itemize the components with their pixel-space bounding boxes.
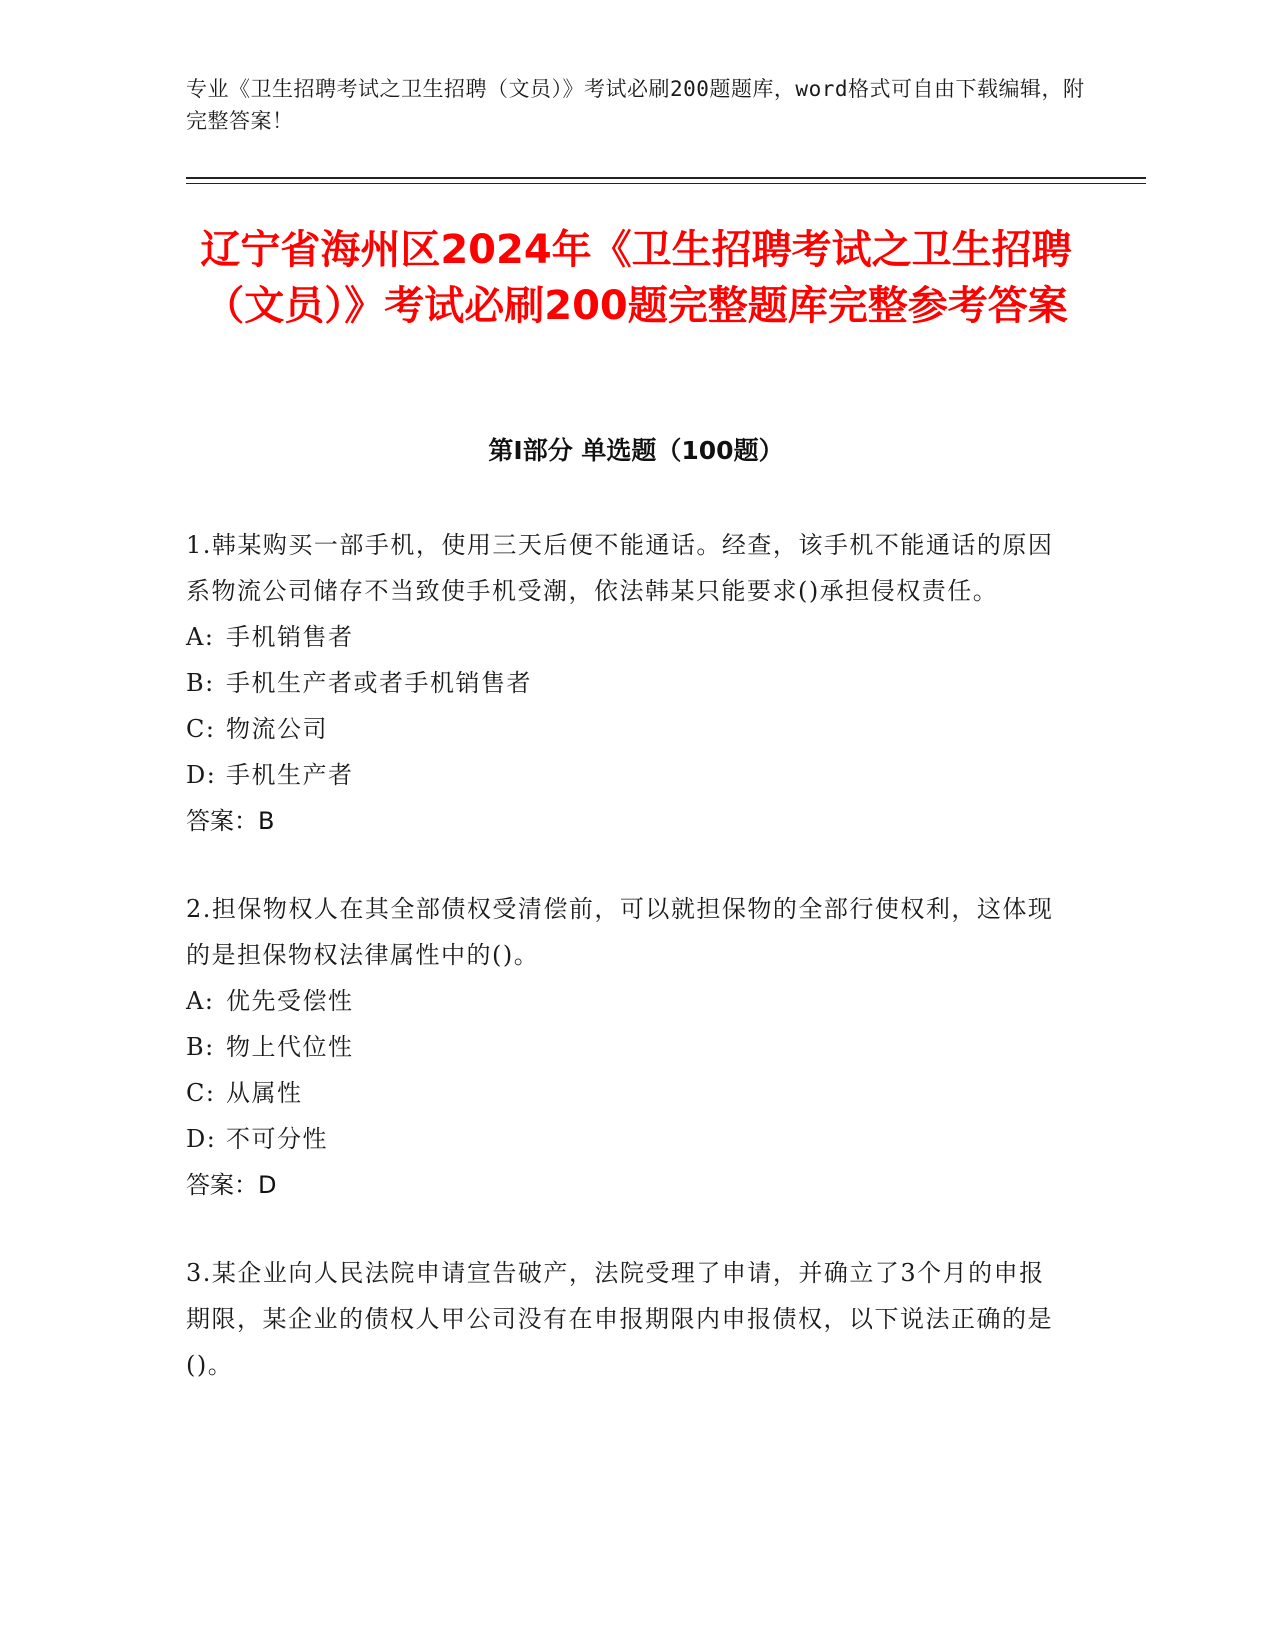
question-1 [186, 522, 1056, 844]
option-text: 优先受偿性 [226, 987, 354, 1015]
option-letter: B: [186, 1033, 215, 1061]
option-a [186, 978, 1056, 1024]
question-2 [186, 886, 1056, 1208]
option-text: 手机销售者 [226, 623, 354, 651]
option-letter: C: [186, 1079, 216, 1107]
option-c [186, 1070, 1056, 1116]
section-heading: 第Ⅰ部分 单选题（100题） [488, 436, 784, 465]
option-text: 物流公司 [226, 715, 328, 743]
question-stem: 3.某企业向人民法院申请宣告破产，法院受理了申请，并确立了3个月的申报期限，某企业的债权人甲公司没有在申报期限内申报债权，以下说法正确的是()。 [186, 1259, 1053, 1379]
option-letter: A: [186, 987, 215, 1015]
option-text: 从属性 [226, 1079, 303, 1107]
option-b [186, 1024, 1056, 1070]
question-list [186, 522, 1056, 1430]
option-text: 物上代位性 [226, 1033, 354, 1061]
option-text: 不可分性 [226, 1125, 328, 1153]
answer-line: 答案：D [186, 1171, 277, 1199]
answer-line: 答案：B [186, 807, 275, 835]
option-letter: D: [186, 1125, 217, 1153]
option-text: 手机生产者 [226, 761, 354, 789]
option-b [186, 660, 1056, 706]
header-divider-thin [186, 183, 1146, 184]
option-letter: A: [186, 623, 215, 651]
option-letter: B: [186, 669, 215, 697]
option-a [186, 614, 1056, 660]
option-d [186, 1116, 1056, 1162]
question-stem: 1.韩某购买一部手机，使用三天后便不能通话。经查，该手机不能通话的原因系物流公司储存不当致使手机受潮，依法韩某只能要求()承担侵权责任。 [186, 531, 1054, 605]
option-letter: C: [186, 715, 216, 743]
option-letter: D: [186, 761, 217, 789]
header-divider-thick [186, 177, 1146, 179]
question-stem: 2.担保物权人在其全部债权受清偿前，可以就担保物的全部行使权利，这体现的是担保物权法律属性中的()。 [186, 895, 1054, 969]
option-c [186, 706, 1056, 752]
document-title: 辽宁省海州区2024年《卫生招聘考试之卫生招聘（文员）》考试必刷200题完整题库完整参考答案 [200, 227, 1072, 329]
option-d [186, 752, 1056, 798]
option-text: 手机生产者或者手机销售者 [226, 669, 532, 697]
header-note: 专业《卫生招聘考试之卫生招聘（文员）》考试必刷200题题库，word格式可自由下载编辑，附完整答案！ [186, 77, 1085, 133]
question-3 [186, 1250, 1056, 1388]
